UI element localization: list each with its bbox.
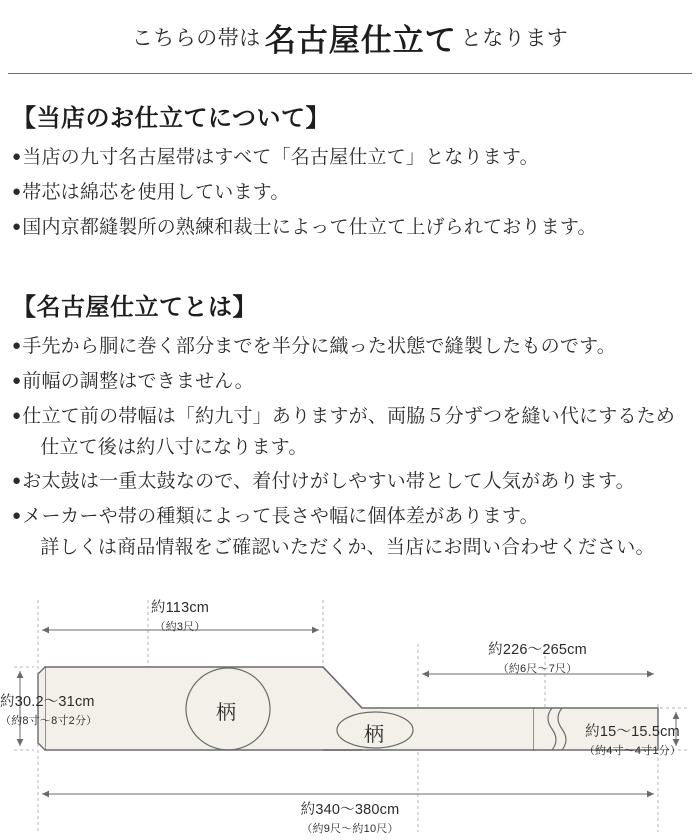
dimension-shaku: （約9尺〜約10尺） [301, 822, 399, 835]
dimension-label-total-length [265, 798, 435, 836]
list-item [12, 213, 688, 244]
section-1-bullet-list [12, 143, 688, 243]
list-item-label [22, 502, 688, 564]
list-item-label: 前幅の調整はできません。 [22, 371, 254, 393]
pattern-label-large: 柄 [216, 701, 236, 724]
section-1-title: 【当店のお仕立てについて】 [12, 106, 331, 132]
list-item-label: 帯芯は綿芯を使用しています。 [22, 181, 290, 203]
list-item [12, 467, 688, 498]
obi-shape [38, 667, 658, 750]
page-title-suffix: となります [460, 26, 569, 50]
bullet-dot-icon: ● [12, 149, 22, 165]
list-item [12, 502, 688, 564]
bullet-dot-icon: ● [12, 473, 22, 490]
dimension-label-tesaki-length [120, 596, 240, 634]
dimension-label-tail-length [420, 638, 655, 676]
list-item [12, 367, 688, 398]
dimension-shaku: （約6尺〜7尺） [497, 662, 578, 675]
dimension-shaku: （約8寸〜8寸2分） [0, 714, 98, 727]
list-item [12, 178, 688, 209]
list-item-line-2: 詳しくは商品情報をご確認いただくか、当店にお問い合わせください。 [40, 536, 655, 558]
bullet-dot-icon: ● [12, 508, 22, 525]
list-item-label: お太鼓は一重太鼓なので、着付けがしやすい帯として人気があります。 [22, 471, 635, 493]
header-divider [8, 73, 692, 74]
list-item [12, 332, 688, 363]
list-item-line-1: メーカーや帯の種類によって長さや幅に個体差があります。 [22, 506, 539, 528]
dimension-metric: 約113cm [150, 599, 210, 616]
section-about-our-tailoring [0, 98, 700, 243]
bullet-dot-icon: ● [12, 373, 22, 390]
bullet-dot-icon: ● [12, 183, 22, 200]
list-item-line-2: 仕立て後は約八寸になります。 [40, 436, 308, 458]
bullet-dot-icon: ● [12, 407, 22, 424]
dimension-label-width-narrow [570, 720, 695, 758]
dimension-label-width-wide [0, 690, 118, 728]
section-what-is-nagoya-tailoring [0, 287, 700, 563]
list-item-label [22, 402, 688, 464]
bullet-dot-icon: ● [12, 338, 22, 355]
section-2-bullet-list [12, 332, 688, 563]
dimension-metric: 約226〜265cm [488, 641, 587, 658]
dimension-metric: 約340〜380cm [300, 801, 400, 818]
pattern-label-small: 柄 [364, 723, 384, 746]
list-item [12, 143, 688, 174]
list-item [12, 402, 688, 464]
bullet-dot-icon: ● [12, 218, 22, 235]
list-item-line-1: 仕立て前の帯幅は「約九寸」ありますが、両脇５分ずつを縫い代にするため [22, 405, 676, 427]
page-title [0, 0, 700, 74]
page-title-emphasis: 名古屋仕立て [264, 22, 457, 58]
section-2-title: 【名古屋仕立てとは】 [12, 295, 257, 322]
list-item-label: 手先から胴に巻く部分までを半分に織った状態で縫製したものです。 [22, 336, 616, 358]
dimension-metric: 約30.2〜31cm [0, 693, 95, 710]
list-item-label: 当店の九寸名古屋帯はすべて「名古屋仕立て」となります。 [22, 147, 539, 168]
list-item-label: 国内京都縫製所の熟練和裁士によって仕立て上げられております。 [22, 216, 597, 238]
page-title-prefix: こちらの帯は [131, 26, 261, 50]
dimension-shaku: （約4寸〜4寸1分） [583, 744, 682, 757]
dimension-shaku: （約3尺） [154, 620, 206, 633]
dimension-metric: 約15〜15.5cm [585, 723, 680, 740]
obi-dimension-diagram [0, 582, 700, 840]
